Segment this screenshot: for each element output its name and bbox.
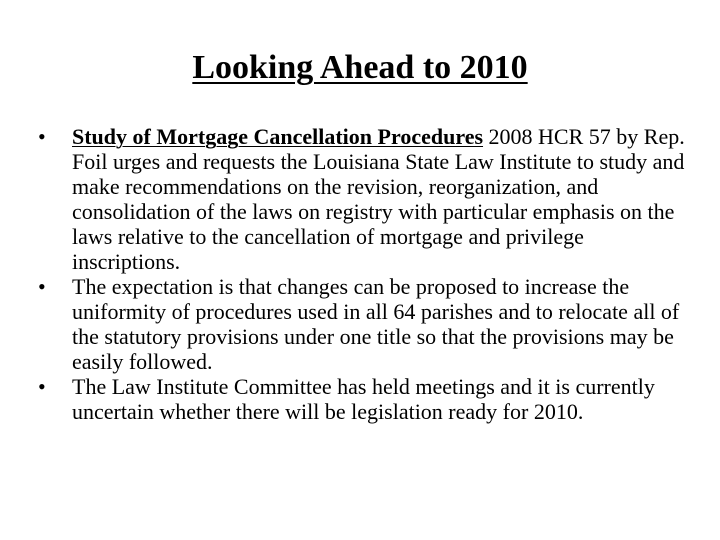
bullet-icon: • <box>38 274 46 299</box>
bullet-list <box>36 124 686 424</box>
bullet-item <box>36 124 686 274</box>
bullet-icon: • <box>38 374 46 399</box>
bullet-text: 2008 HCR 57 by Rep. Foil urges and requests the Louisiana State Law Institute to study and make recommendations on the revision, reorganization, and consolidation of the laws on registry with particular emphasis on the laws relative to the cancellation of mortgage and privilege inscriptions. <box>72 124 685 274</box>
bullet-item <box>36 374 686 424</box>
bullet-lead: Study of Mortgage Cancellation Procedures <box>72 124 484 149</box>
slide-title: Looking Ahead to 2010 <box>192 49 528 86</box>
bullet-text: The expectation is that changes can be proposed to increase the uniformity of procedures used in all 64 parishes and to relocate all of the statutory provisions under one title so that the provisions may be easily followed. <box>72 274 680 374</box>
bullet-text: The Law Institute Committee has held meetings and it is currently uncertain whether there will be legislation ready for 2010. <box>72 374 655 424</box>
bullet-item <box>36 274 686 374</box>
bullet-icon: • <box>38 124 46 149</box>
